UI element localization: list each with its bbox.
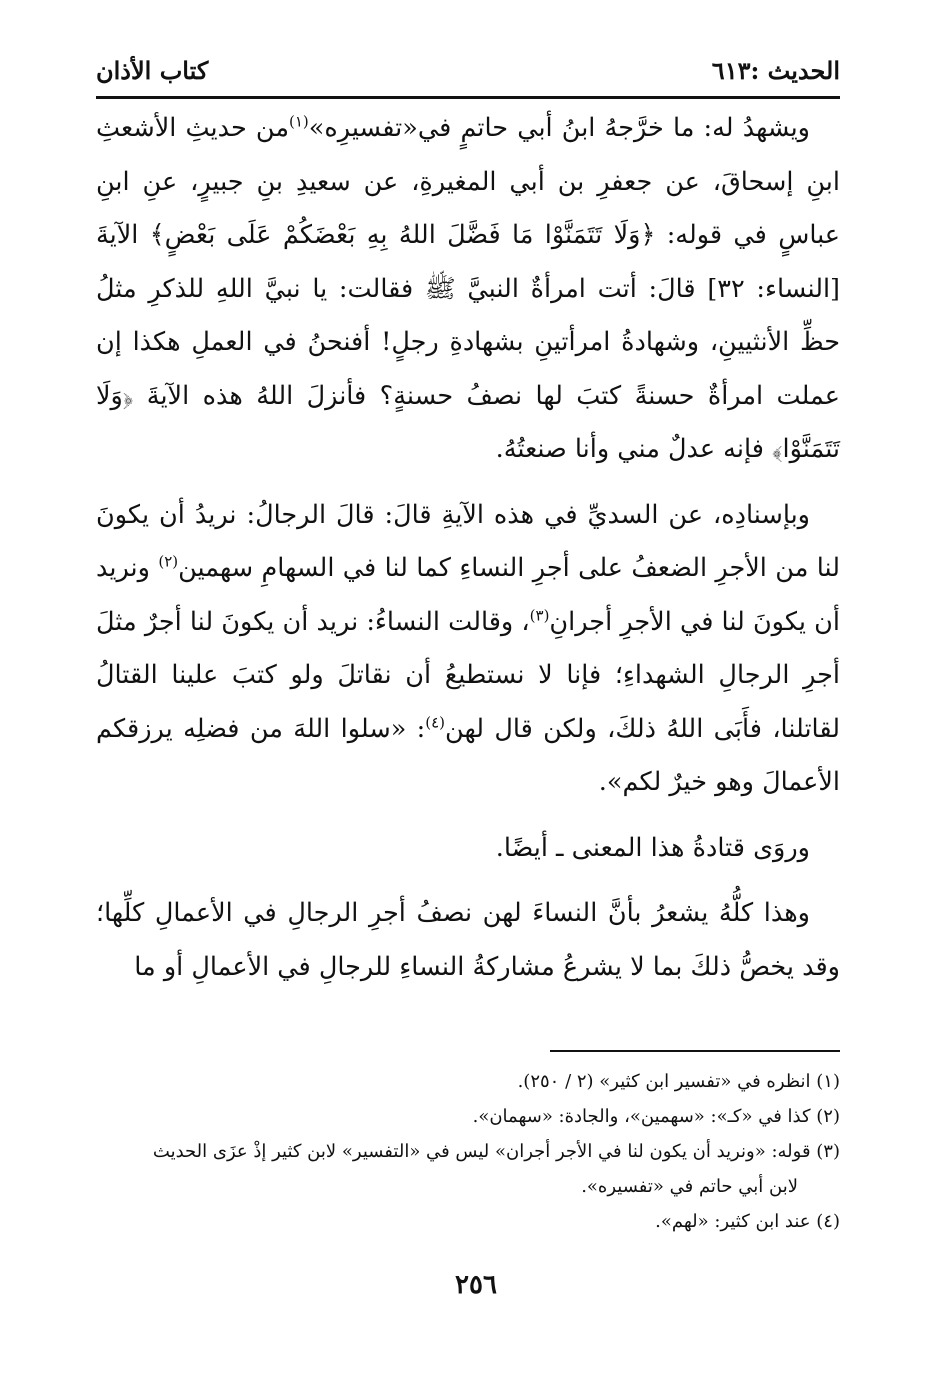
paragraph-4: وهذا كلُّهُ يشعرُ بأنَّ النساءَ لهن نصفُ أجرِ الرجالِ في الأعمالِ كلِّها؛ وقد يخصُّ ذلكَ بما لا يشرعُ مشاركةُ النساءِ للرجالِ في الأعمالِ أو ما xyxy=(96,898,840,982)
paragraph-1-part-b: من حديثِ الأشعثِ ابنِ إسحاقَ، عن جعفرِ بن أبي المغيرةِ، عن سعيدِ بنِ جبيرٍ، عنِ ابنِ عباسٍ في قوله: ﴿وَلَا تَتَمَنَّوْا مَا فَضَّلَ اللهُ بِهِ بَعْضَكُمْ عَلَى بَعْضٍ﴾ الآيةَ [النساء: ٣٢] قالَ: أتت امرأةٌ النبيَّ ﷺ فقالت: يا نبيَّ اللهِ للذكرِ مثلُ حظِّ الأنثيينِ، وشهادةُ امرأتينِ بشهادةِ رجلٍ! أفنحنُ في العملِ هكذا إن عملت امرأةٌ حسنةً كتبَ لها نصفُ حسنةٍ؟ فأنزلَ اللهُ هذه الآيةَ ﴿وَلَا تَتَمَنَّوْا﴾ فإنه عدلٌ مني وأنا صنعتُهُ. xyxy=(96,113,840,464)
footnote-3-continuation: لابن أبي حاتم في «تفسيره». xyxy=(581,1176,798,1197)
footnote-4: (٤) عند ابن كثير: «لهم». xyxy=(655,1211,840,1232)
footnote-ref-1: (١) xyxy=(289,112,309,131)
paragraph-2 xyxy=(96,489,840,810)
footnote-3: (٣) قوله: «ونريد أن يكون لنا في الأجر أجران» ليس في «التفسير» لابن كثير إذْ عزَى الحديث xyxy=(152,1141,840,1162)
book-title-heading: كتاب الأذان xyxy=(96,56,209,85)
footnotes xyxy=(96,1064,840,1239)
footnote-2: (٢) كذا في «كـ»: «سهمين»، والجادة: «سهمان». xyxy=(472,1106,840,1127)
paragraph-3: وروَى قتادةُ هذا المعنى ـ أيضًا. xyxy=(495,832,810,863)
paragraph-2-part-c: ، وقالت النساءُ: نريد أن يكونَ لنا أجرٌ مثلَ أجرِ الرجالِ الشهداءِ؛ فإنا لا نستطيعُ أن نقاتلَ ولو كتبَ علينا القتالُ لقاتلنا، فأَبَى اللهُ ذلكَ، ولكن قال لهن xyxy=(96,606,840,744)
paragraph-1-part-a: ويشهدُ له: ما خرَّجهُ ابنُ أبي حاتمٍ في«تفسيرِه» xyxy=(308,113,810,143)
main-text xyxy=(96,102,840,994)
footnote-ref-4: (٤) xyxy=(425,713,446,731)
paragraph-1 xyxy=(96,102,840,477)
hadith-number-heading: الحديث :٦١٣ xyxy=(711,56,840,85)
running-header xyxy=(96,50,840,99)
paragraph-2-part-b: ونريد أن يكونَ لنا في الأجرِ أجرانِ xyxy=(96,553,840,637)
footnote-1: (١) انظره في «تفسير ابن كثير» (٢ / ٢٥٠). xyxy=(517,1071,840,1092)
paragraph-2-part-d: : «سلوا اللهَ من فضلِه يرزقكم الأعمالَ وهو خيرٌ لكم». xyxy=(96,713,840,797)
footnote-ref-3: (٣) xyxy=(529,606,550,624)
footnote-ref-2: (٢) xyxy=(158,552,179,571)
page-number: ٢٥٦ xyxy=(455,1270,497,1300)
footnote-separator xyxy=(550,1050,840,1052)
paragraph-2-part-a: وبإسنادِه، عن السديِّ في هذه الآيةِ قالَ: قالَ الرجالُ: نريدُ أن يكونَ لنا من الأجرِ الضعفُ على أجرِ النساءِ كما لنا في السهامِ سهمين xyxy=(96,499,840,583)
